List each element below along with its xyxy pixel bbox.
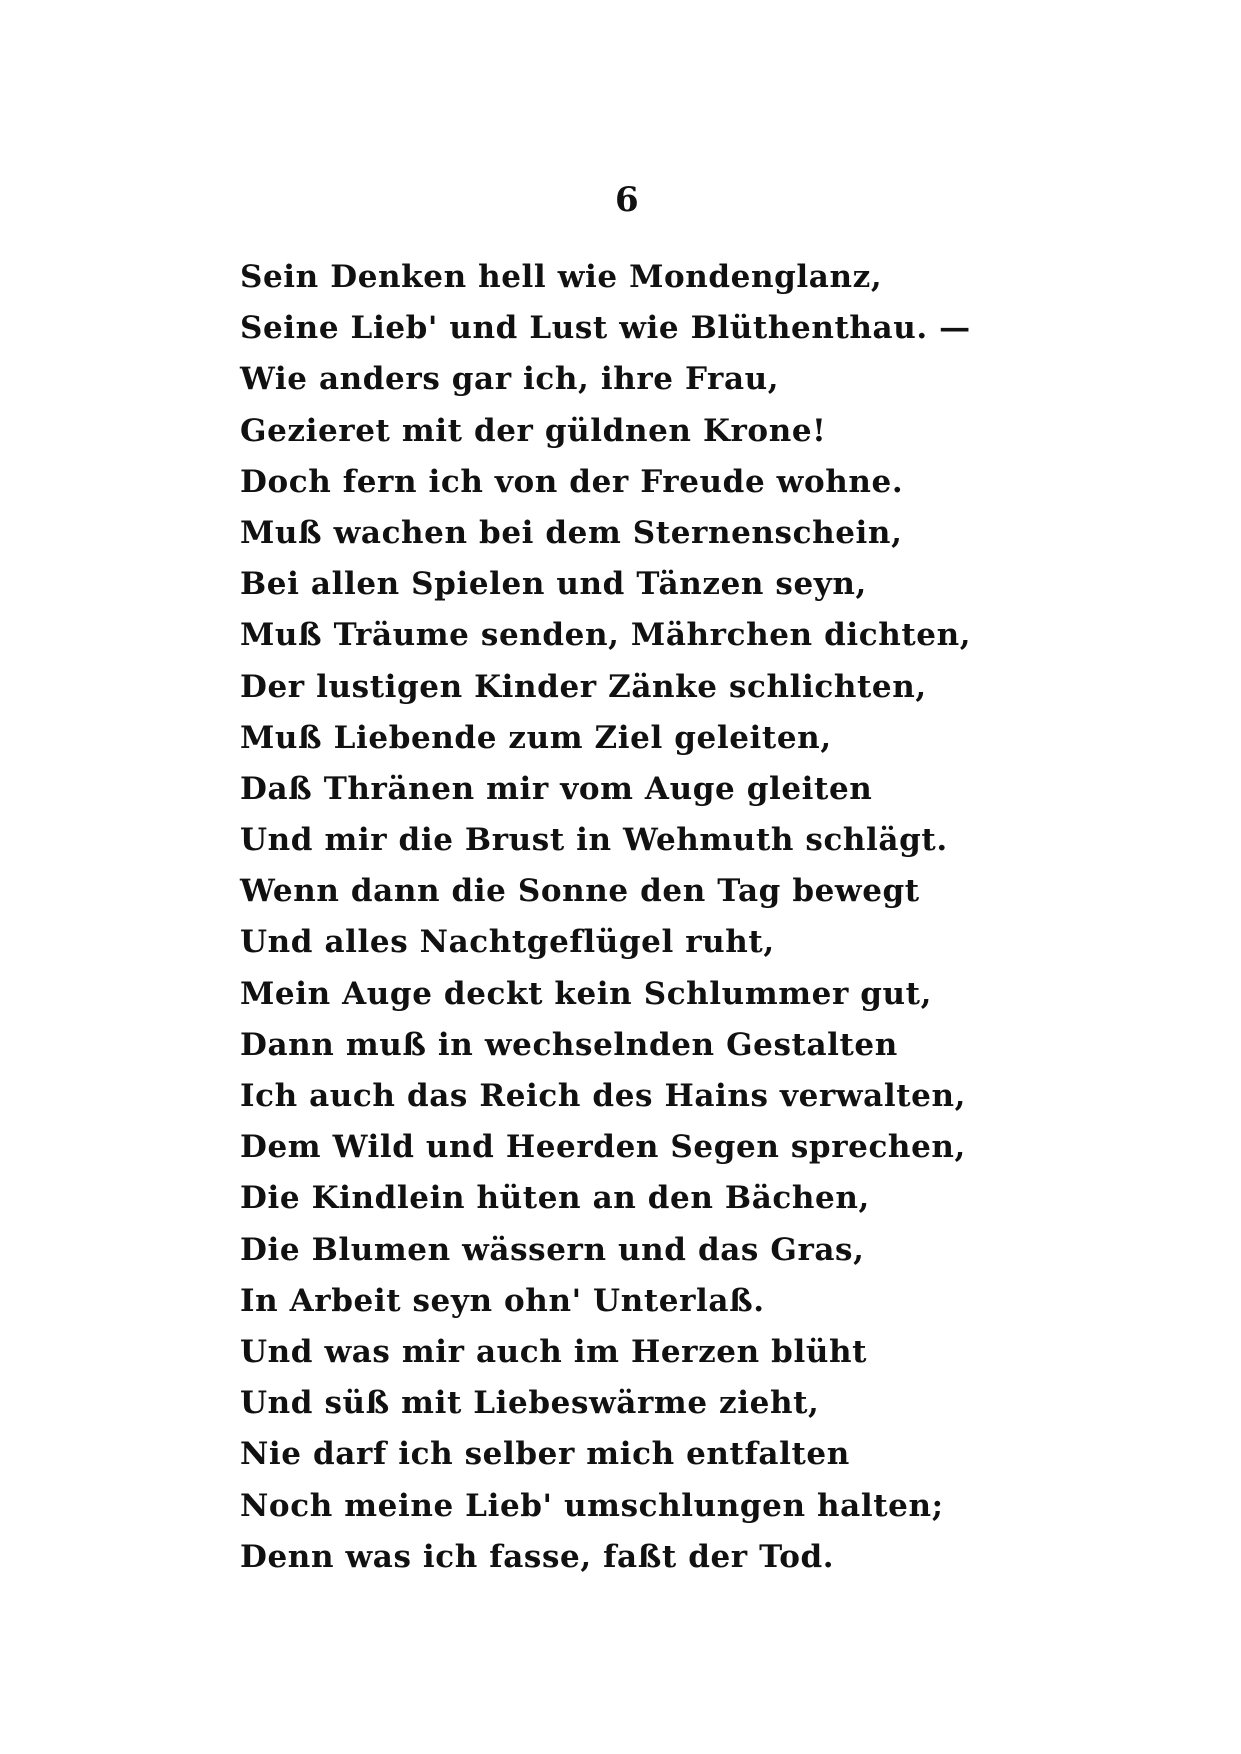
poem-line: Noch meine Lieb' umschlungen halten; [240, 1487, 944, 1524]
poem-line: Und alles Nachtgeflügel ruht, [240, 924, 775, 961]
poem-line: Dann muß in wechselnden Gestalten [240, 1026, 898, 1063]
poem-line: Nie darf ich selber mich entfalten [240, 1436, 850, 1473]
poem-line: Denn was ich fasse, faßt der Tod. [240, 1538, 835, 1575]
poem-line: Und mir die Brust in Wehmuth schlägt. [240, 822, 948, 859]
poem-line: Ich auch das Reich des Hains verwalten, [240, 1078, 966, 1114]
poem-line: Die Kindlein hüten an den Bächen, [240, 1180, 870, 1217]
poem-line: Gezieret mit der güldnen Krone! [240, 412, 827, 449]
poem-line: Der lustigen Kinder Zänke schlichten, [240, 668, 927, 705]
poem-line: In Arbeit seyn ohn' Unterlaß. [240, 1282, 765, 1319]
poem-line: Wenn dann die Sonne den Tag bewegt [240, 873, 920, 910]
poem-line: Seine Lieb' und Lust wie Blüthenthau. — [240, 310, 971, 347]
poem-line: Dem Wild und Heerden Segen sprechen, [240, 1129, 966, 1166]
poem-line: Wie anders gar ich, ihre Frau, [240, 361, 780, 398]
poem-line: Die Blumen wässern und das Gras, [240, 1231, 865, 1268]
poem-line: Muß wachen bei dem Sternenschein, [240, 514, 903, 551]
poem-line: Sein Denken hell wie Mondenglanz, [240, 259, 883, 295]
poem-text [240, 252, 1000, 1583]
page-number: 6 [615, 180, 639, 220]
poem-line: Bei allen Spielen und Tänzen seyn, [240, 566, 867, 603]
poem-line: Und süß mit Liebeswärme zieht, [240, 1385, 820, 1422]
poem-line: Muß Träume senden, Mährchen dichten, [240, 617, 972, 654]
poem-line: Mein Auge deckt kein Schlummer gut, [240, 975, 932, 1012]
poem-line: Doch fern ich von der Freude wohne. [240, 463, 904, 500]
poem-line: Muß Liebende zum Ziel geleiten, [240, 719, 832, 756]
poem-line: Daß Thränen mir vom Auge gleiten [240, 770, 873, 807]
poem-line: Und was mir auch im Herzen blüht [240, 1333, 868, 1370]
